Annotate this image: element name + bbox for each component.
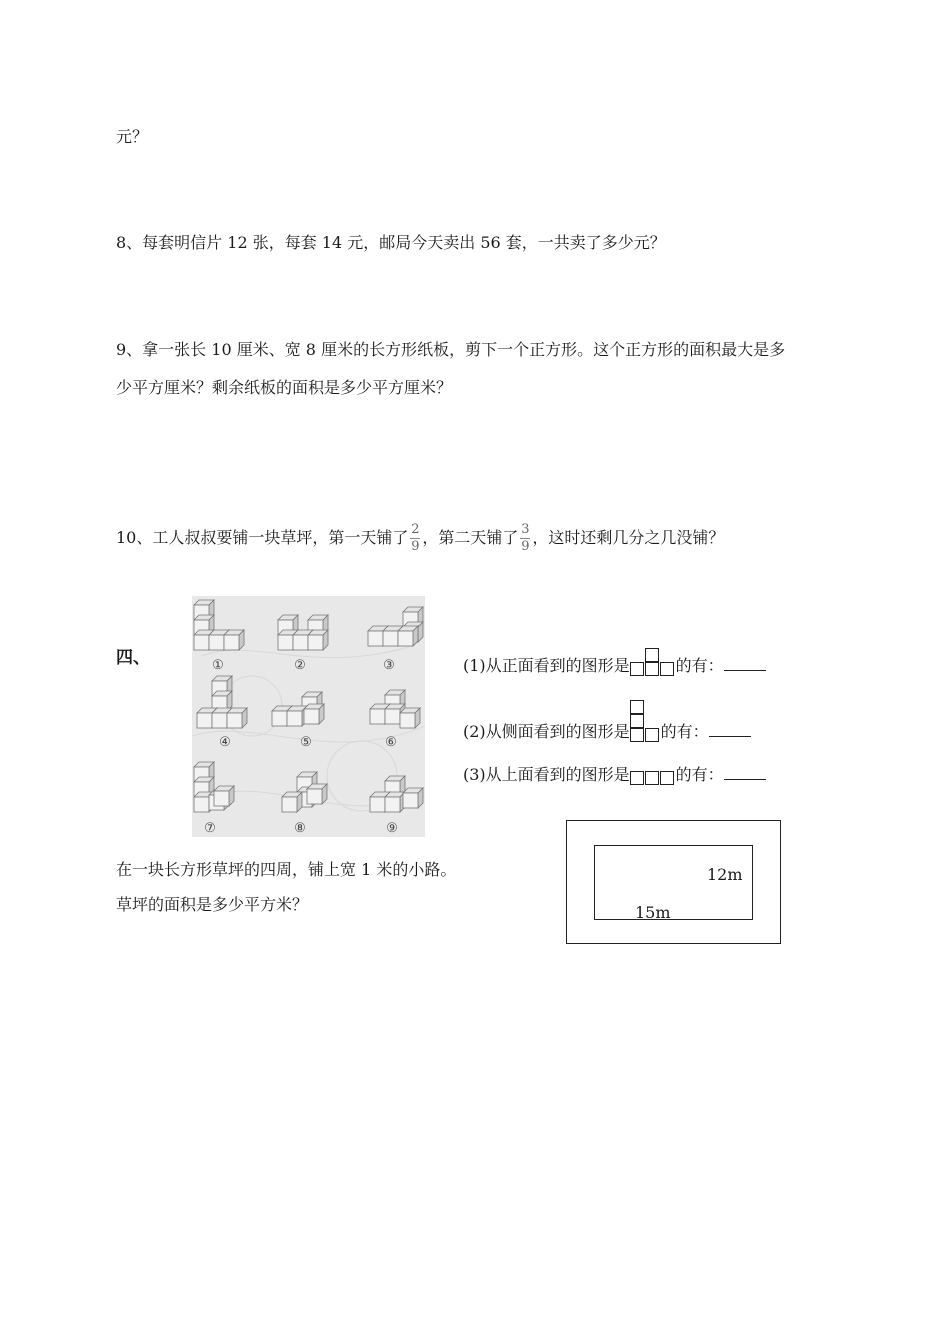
side-view-shape-icon xyxy=(630,700,661,744)
question-10-part-2: ，第二天铺了 xyxy=(422,528,519,547)
view-question-3-prefix: (3)从上面看到的图形是 xyxy=(463,765,630,784)
figure-label-1: ① xyxy=(212,658,224,673)
figure-label-5: ⑤ xyxy=(300,735,312,750)
view-question-1-prefix: (1)从正面看到的图形是 xyxy=(463,656,630,675)
fraction-numerator: 3 xyxy=(521,522,530,537)
top-view-shape-icon xyxy=(630,771,676,787)
view-question-3-suffix: 的有： xyxy=(675,765,724,784)
fraction-denominator: 9 xyxy=(521,539,530,554)
front-view-shape-icon xyxy=(630,648,676,678)
fraction-3-9 xyxy=(520,523,530,554)
cube-figures-image xyxy=(192,596,425,837)
view-question-2-suffix: 的有： xyxy=(660,722,709,741)
lawn-width-label: 12m xyxy=(707,865,743,884)
q7-continuation: 元？ xyxy=(116,127,149,146)
fraction-denominator: 9 xyxy=(411,539,420,554)
section-4-label: 四、 xyxy=(116,648,150,668)
question-9-line-2: 少平方厘米？剩余纸板的面积是多少平方厘米？ xyxy=(116,378,453,397)
view-question-1-suffix: 的有： xyxy=(675,656,724,675)
figure-label-2: ② xyxy=(294,658,306,673)
view-question-2 xyxy=(463,720,751,744)
question-10-part-3: ，这时还剩几分之几没铺？ xyxy=(532,528,725,547)
figure-label-6: ⑥ xyxy=(385,735,397,750)
answer-blank-2[interactable] xyxy=(709,722,751,737)
question-9-line-1: 9、拿一张长 10 厘米、宽 8 厘米的长方形纸板，剪下一个正方形。这个正方形的面积最大是多 xyxy=(116,340,786,359)
lawn-question-line-2: 草坪的面积是多少平方米？ xyxy=(116,895,309,914)
lawn-question-line-1: 在一块长方形草坪的四周，铺上宽 1 米的小路。 xyxy=(116,860,457,879)
figure-label-3: ③ xyxy=(383,658,395,673)
view-question-1 xyxy=(463,648,766,678)
figure-label-9: ⑨ xyxy=(386,821,398,836)
view-question-3 xyxy=(463,763,766,787)
figure-label-4: ④ xyxy=(219,735,231,750)
fraction-2-9 xyxy=(410,523,420,554)
question-8: 8、每套明信片 12 张，每套 14 元，邮局今天卖出 56 套，一共卖了多少元？ xyxy=(116,233,666,252)
answer-blank-3[interactable] xyxy=(724,765,766,780)
figure-label-8: ⑧ xyxy=(294,821,306,836)
question-10 xyxy=(116,520,724,556)
lawn-length-label: 15m xyxy=(635,903,671,922)
question-10-part-1: 10、工人叔叔要铺一块草坪，第一天铺了 xyxy=(116,528,409,547)
answer-blank-1[interactable] xyxy=(724,656,766,671)
fraction-numerator: 2 xyxy=(411,522,420,537)
view-question-2-prefix: (2)从侧面看到的图形是 xyxy=(463,722,630,741)
figure-label-7: ⑦ xyxy=(204,821,216,836)
